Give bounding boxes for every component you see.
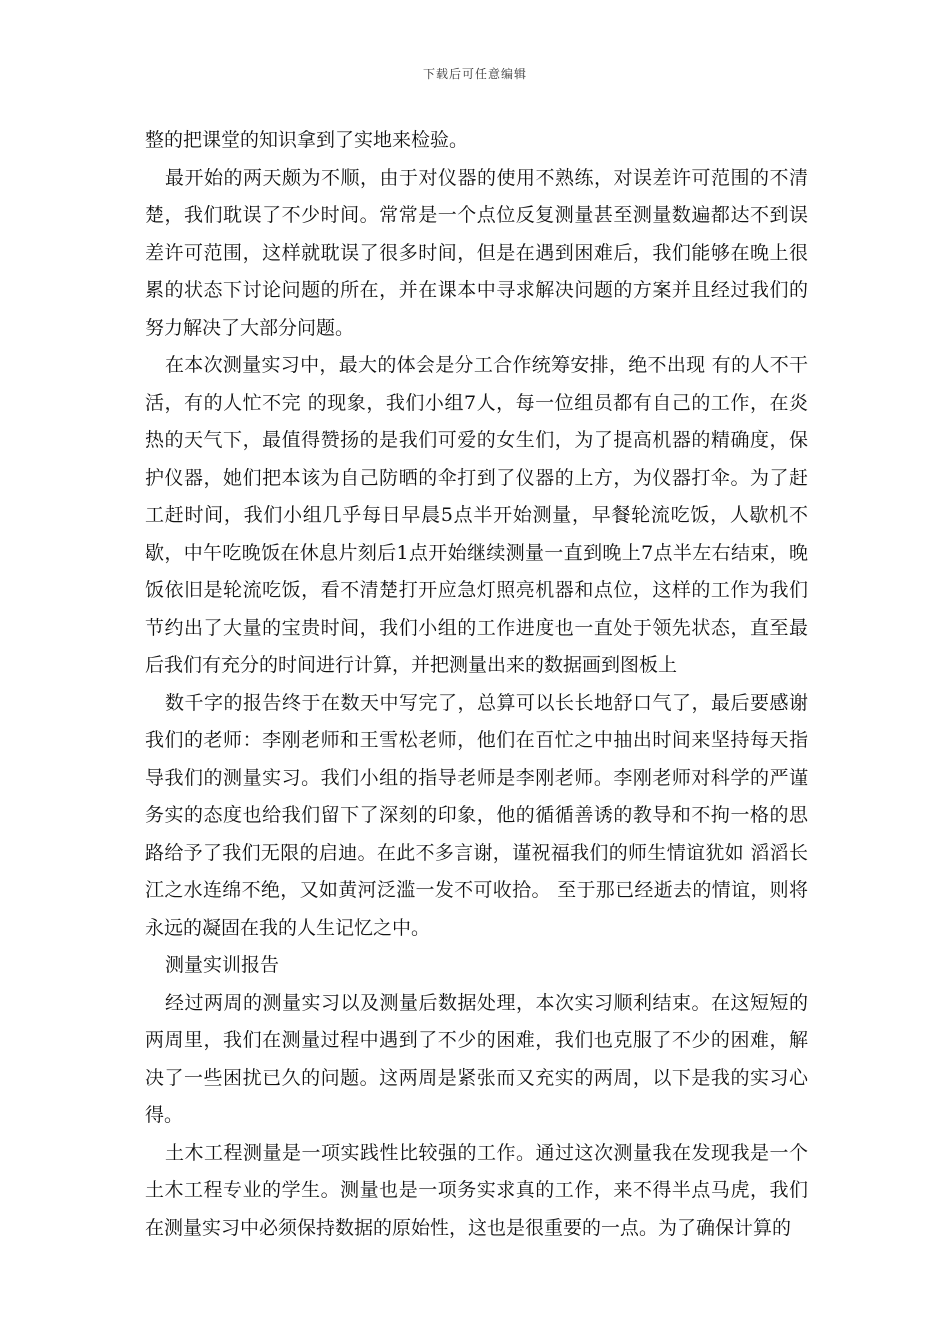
paragraph-continued: 整的把课堂的知识拿到了实地来检验。 [145,129,469,151]
paragraph-thanks: 数千字的报告终于在数天中写完了，总算可以长长地舒口气了，最后要感谢我们的老师：李刚老师和王雪松老师，他们在百忙之中抽出时间来坚持每天指导我们的测量实习。我们小组的指导老师是李刚老师。李刚老师对科学的严谨务实的态度也给我们留下了深刻的印象，他的循循善诱的教导和不拘一格的思路给予了我们无限的启迪。在此不多言谢，谨祝福我们的师生情谊犹如 滔滔长江之水连绵不绝，又如黄河泛滥一发不可收拾。 至于那已经逝去的情谊，则将永远的凝固在我的人生记忆之中。 [145,691,808,939]
page-header: 下载后可任意编辑 [422,67,527,81]
section-heading: 测量实训报告 [165,954,280,976]
paragraph-difficulties: 最开始的两天颇为不顺，由于对仪器的使用不熟练，对误差许可范围的不清楚，我们耽误了不少时间。常常是一个点位反复测量甚至测量数遍都达不到误差许可范围，这样就耽误了很多时间，但是在遇到困难后，我们能够在晚上很累的状态下讨论问题的所在，并在课本中寻求解决问题的方案并且经过我们的努力解决了大部分问题。 [145,166,808,339]
paragraph-summary: 经过两周的测量实习以及测量后数据处理，本次实习顺利结束。在这短短的两周里，我们在测量过程中遇到了不少的困难，我们也克服了不少的困难，解决了一些困扰已久的问题。这两周是紧张而又充实的两周，以下是我的实习心得。 [145,991,808,1126]
document-body [145,122,808,1247]
paragraph-teamwork: 在本次测量实习中，最大的体会是分工合作统筹安排，绝不出现 有的人不干活，有的人忙不完 的现象，我们小组7人，每一位组员都有自己的工作，在炎热的天气下，最值得赞扬的是我们可爱的女生们，为了提高机器的精确度，保护仪器，她们把本该为自己防晒的伞打到了仪器的上方，为仪器打伞。为了赶工赶时间，我们小组几乎每日早晨5点半开始测量，早餐轮流吃饭，人歇机不歇，中午吃晚饭在休息片刻后1点开始继续测量一直到晚上7点半左右结束，晚饭依旧是轮流吃饭，看不清楚打开应急灯照亮机器和点位，这样的工作为我们节约出了大量的宝贵时间，我们小组的工作进度也一直处于领先状态，直至最后我们有充分的时间进行计算，并把测量出来的数据画到图板上 [145,354,808,676]
paragraph-practice: 土木工程测量是一项实践性比较强的工作。通过这次测量我在发现我是一个土木工程专业的学生。测量也是一项务实求真的工作，来不得半点马虎，我们在测量实习中必须保持数据的原始性，这也是很重要的一点。为了确保计算的 [145,1141,808,1239]
